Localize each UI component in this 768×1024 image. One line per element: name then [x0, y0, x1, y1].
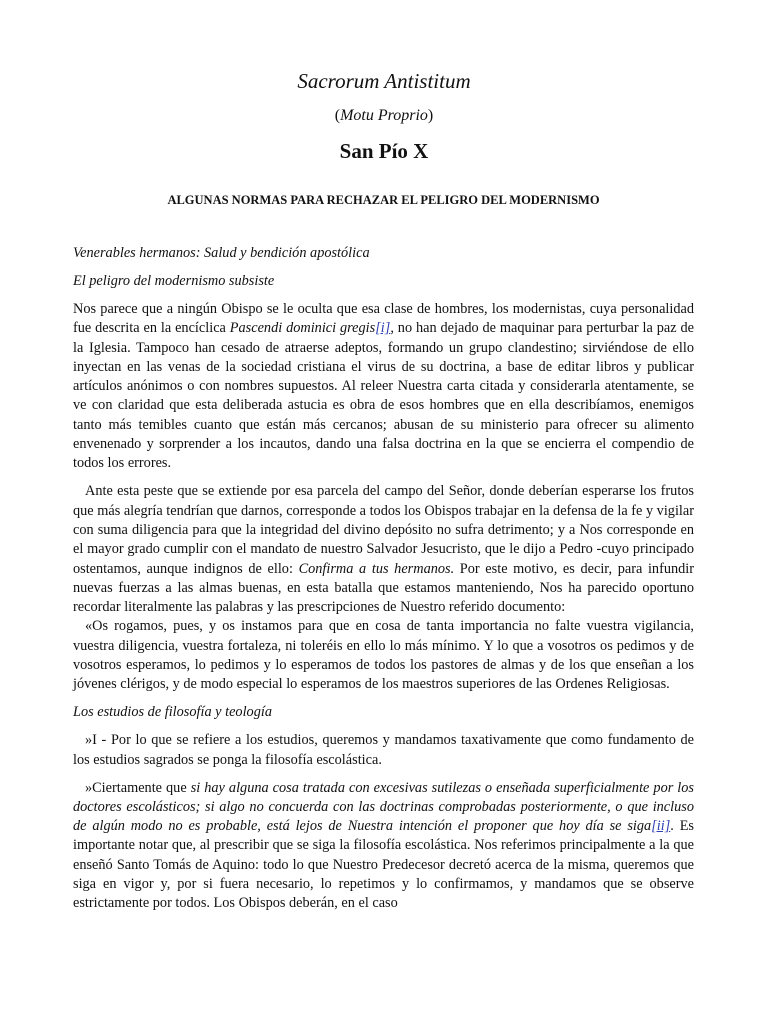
document-body: [73, 244, 694, 922]
subtitle-open-paren: (: [334, 107, 341, 124]
footnote-link-i[interactable]: [i]: [375, 320, 391, 337]
paragraph-2: Ante esta peste que se extiende por esa parcela del campo del Señor, donde deberían esperarse los frutos que más alegría tendrían que darnos, corresponde a todos los Obispos trabajar en la defensa de la fe y vigilar con suma diligencia para que la integridad del divino depósito no sufra detrimento; y a Nos corresponde en el mayor grado cumplir con el mandato de nuestro Salvador Jesucristo, que le dijo a Pedro -cuyo principado ostentamos, aunque indignos de ello: Confirma a tus hermanos. Por este motivo, es decir, para infundir nuevas fuerzas a las almas buenas, en esta batalla que estamos manteniendo, Nos ha parecido oportuno recordar literalmente las palabras y las prescripciones de Nuestro referido documento: «Os rogamos, pues, y os instamos para que en cosa de tanta importancia no falte vuestra vigilancia, vuestra diligencia, vuestra fortaleza, ni toleréis en ello lo más mínimo. Y lo que a vosotros os pedimos y de vosotros esperamos, lo pedimos y lo esperamos de todos los pastores de almas y de los que enseñan a los jóvenes clérigos, y de modo especial lo esperamos de los maestros superiores de las Ordenes Religiosas.: [73, 482, 694, 694]
section-heading-studies: Los estudios de filosofía y teología: [73, 704, 272, 721]
document-author: San Pío X: [339, 139, 429, 163]
quote-paragraph: «Os rogamos, pues, y os instamos para que en cosa de tanta importancia no falte vuestra vigilancia, vuestra diligencia, vuestra fortaleza, ni toleréis en ello lo más mínimo. Y lo que a vosotros os pedimos y de vosotros esperamos, lo pedimos y lo esperamos de todos los pastores de almas y de los que enseñan a los jóvenes clérigos, y de modo especial lo esperamos de los maestros superiores de las Ordenes Religiosas.: [73, 618, 694, 693]
paragraph-1: Nos parece que a ningún Obispo se le oculta que esa clase de hombres, los modernistas, cuya personalidad fue descrita en la encíclica Pascendi dominici gregis[i], no han dejado de maquinar para perturbar la paz de la Iglesia. Tampoco han cesado de atraerse adeptos, formando un grupo clandestino; sirviéndose de ello inyectan en las venas de la sociedad cristiana el virus de su doctrina, a base de editar libros y publicar artículos anónimos o con nombres supuestos. Al releer Nuestra carta citada y considerarla atentamente, se ve con claridad que esta deliberada astucia es obra de esos hombres que en ella describíamos, enemigos tanto más temibles cuanto que están más cercanos; abusan de su ministerio para ofrecer su alimento envenenado y sorprender a los incautos, dando una falsa doctrina en la que se encierra el compendio de todos los errores.: [73, 300, 694, 472]
document-title: Sacrorum Antistitum: [297, 69, 471, 93]
subtitle-text: Motu Proprio: [340, 107, 428, 124]
greeting: Venerables hermanos: Salud y bendición apostólica: [73, 245, 370, 261]
paragraph-3: »I - Por lo que se refiere a los estudios, queremos y mandamos taxativamente que como fundamento de los estudios sagrados se ponga la filosofía escolástica.: [73, 732, 694, 768]
document-heading: ALGUNAS NORMAS PARA RECHAZAR EL PELIGRO DEL MODERNISMO: [167, 193, 600, 207]
document-subtitle: [0, 106, 768, 126]
subtitle-close-paren: ): [427, 107, 434, 124]
footnote-link-ii[interactable]: [ii]: [651, 818, 671, 835]
section-heading-modernism: El peligro del modernismo subsiste: [73, 272, 275, 289]
paragraph-4: »Ciertamente que si hay alguna cosa tratada con excesivas sutilezas o enseñada superficialmente por los doctores escolásticos; si algo no concuerda con las doctrinas comprobadas posteriormente, o que incluso de algún modo no es probable, está lejos de Nuestra intención el proponer que hoy día se siga[ii]. Es importante notar que, al prescribir que se siga la filosofía escolástica. Nos referimos principalmente a la que enseñó Santo Tomás de Aquino: todo lo que Nuestro Predecesor decretó acerca de la misma, queremos que siga en vigor y, por si fuera necesario, lo repetimos y lo confirmamos, y mandamos que se observe estrictamente por todos. Los Obispos deberán, en el caso: [73, 779, 694, 912]
